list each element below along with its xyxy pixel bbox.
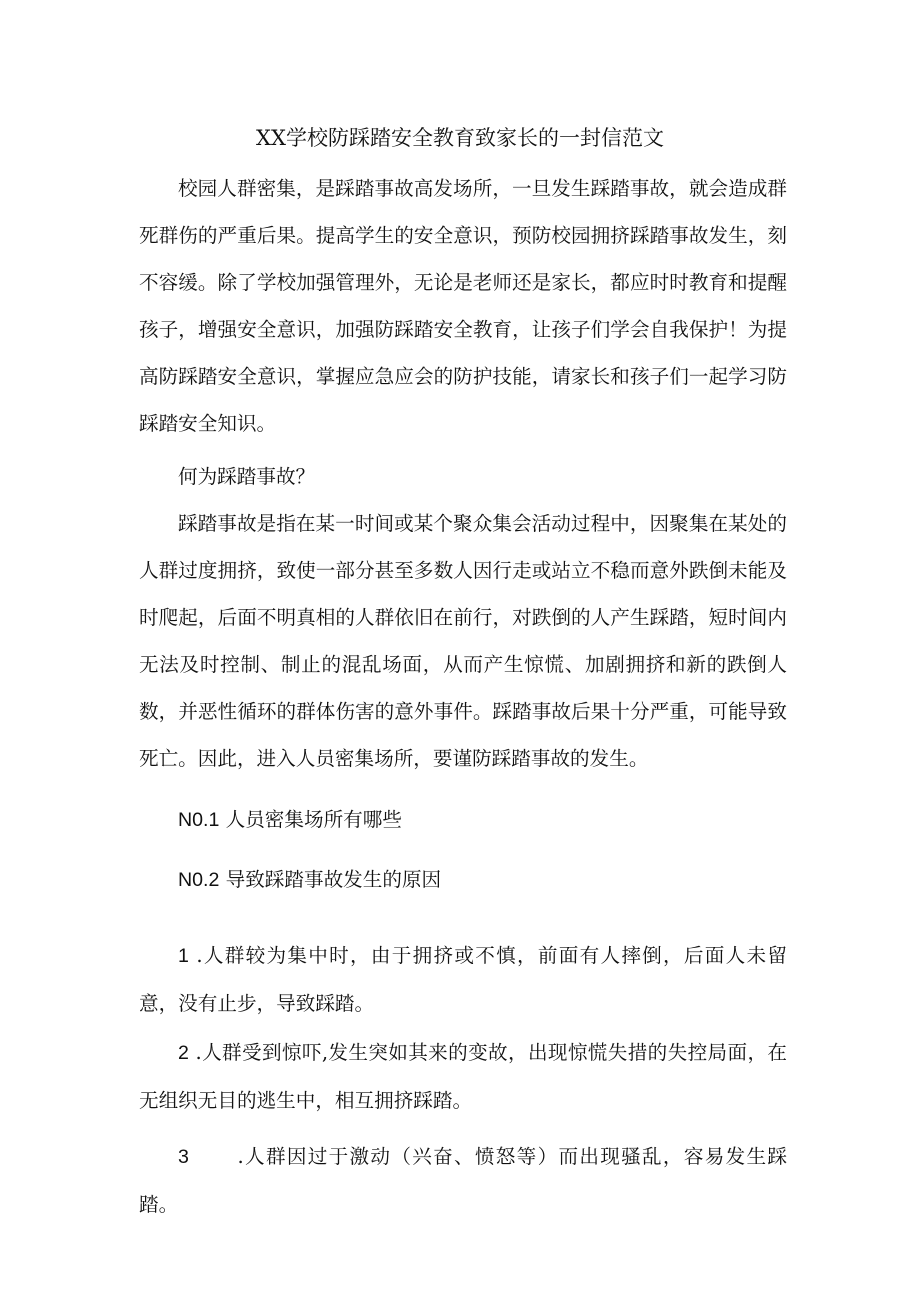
section-1-text: 人员密集场所有哪些: [225, 808, 402, 831]
definition-paragraph: 踩踏事故是指在某一时间或某个聚众集会活动过程中，因聚集在某处的人群过度拥挤，致使一部分甚至多数人因行走或站立不稳而意外跌倒未能及时爬起，后面不明真相的人群依旧在前行，对跌倒的人产生踩踏，短时间内无法及时控制、制止的混乱场面，从而产生惊慌、加剧拥挤和新的跌倒人数，并恶性循环的群体伤害的意外事件。踩踏事故后果十分严重，可能导致死亡。因此，进入人员密集场所，要谨防踩踏事故的发生。: [139, 512, 787, 770]
section-2-heading: [178, 860, 798, 900]
cause-item-text: .人群因过于激动（兴奋、愤怒等）而出现骚乱，容易发生踩踏。: [139, 1145, 787, 1216]
cause-item: [139, 1029, 787, 1124]
cause-item-marker: 2: [178, 1042, 189, 1064]
cause-item: [139, 1133, 787, 1228]
question-heading: 何为踩踏事故？: [178, 465, 316, 488]
section-2-number: N0.2: [178, 869, 220, 891]
document-title: XX学校防踩踏安全教育致家长的一封信范文: [256, 126, 664, 150]
cause-item-marker: 1: [178, 945, 189, 967]
section-1-number: N0.1: [178, 809, 220, 831]
section-2-text: 导致踩踏事故发生的原因: [225, 868, 442, 891]
cause-item-marker: 3: [178, 1146, 189, 1168]
section-1-heading: [178, 800, 798, 840]
intro-paragraph: 校园人群密集，是踩踏事故高发场所，一旦发生踩踏事故，就会造成群死群伤的严重后果。提高学生的安全意识，预防校园拥挤踩踏事故发生，刻不容缓。除了学校加强管理外，无论是老师还是家长，都应时时教育和提醒孩子，增强安全意识，加强防踩踏安全教育，让孩子们学会自我保护！为提高防踩踏安全意识，掌握应急应会的防护技能，请家长和孩子们一起学习防踩踏安全知识。: [139, 177, 787, 435]
cause-item-text: .人群较为集中时，由于拥挤或不慎，前面有人摔倒，后面人未留意，没有止步，导致踩踏。: [139, 944, 787, 1015]
cause-item-text: .人群受到惊吓,发生突如其来的变故，出现惊慌失措的失控局面，在无组织无目的逃生中，相互拥挤踩踏。: [139, 1041, 787, 1112]
cause-item: [139, 932, 787, 1027]
